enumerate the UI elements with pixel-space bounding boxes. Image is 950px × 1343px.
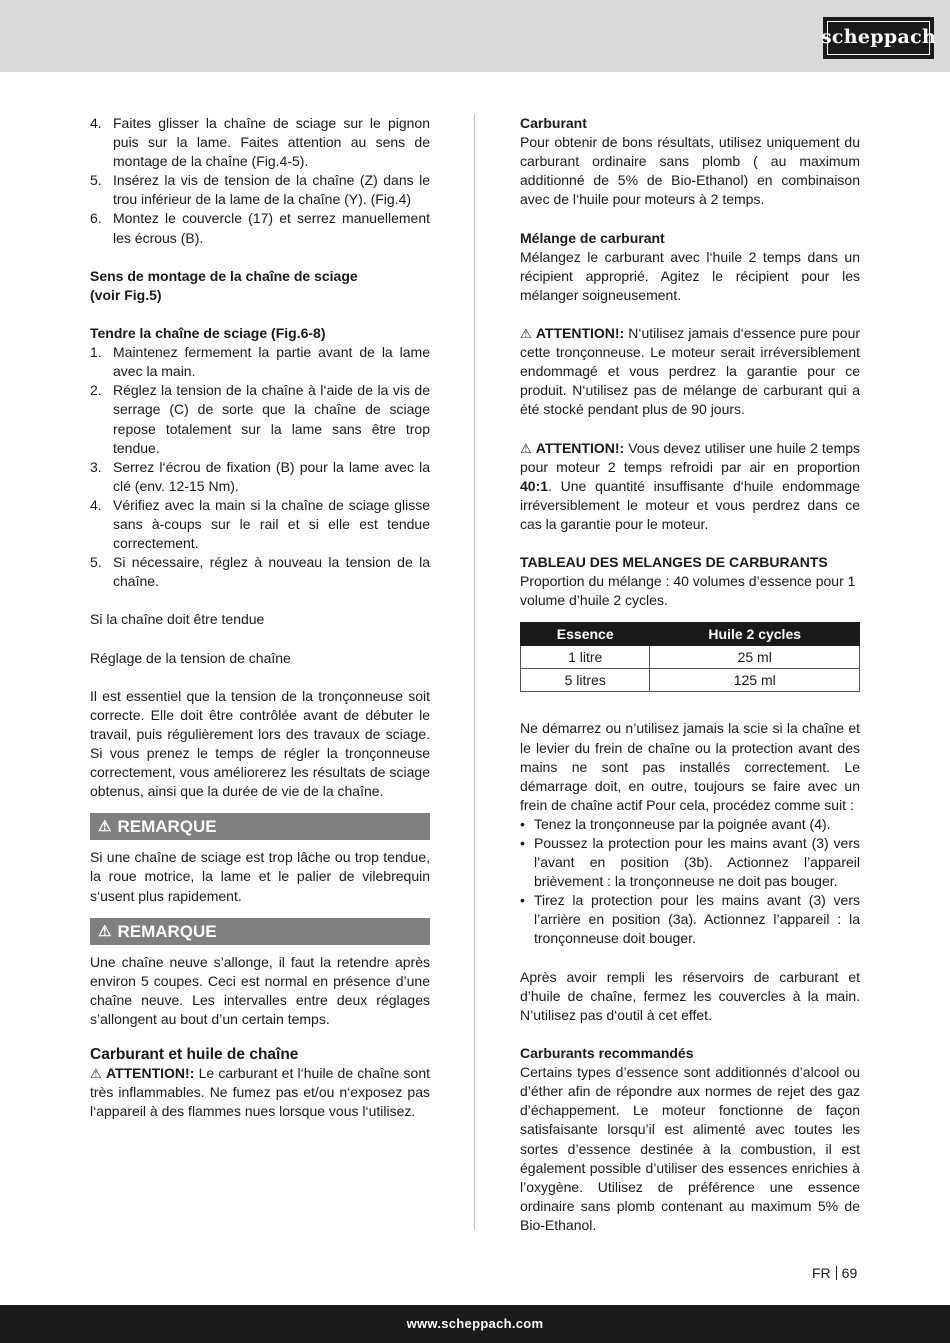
list-item (90, 496, 430, 553)
table-cell: 125 ml (650, 669, 860, 692)
warning-icon: ⚠ (90, 1066, 102, 1082)
warning-icon: ⚠ (98, 818, 112, 836)
page-number-value: 69 (841, 1265, 858, 1281)
list-item (90, 114, 430, 171)
bullet-icon: • (520, 835, 525, 851)
warning-icon: ⚠ (98, 922, 112, 940)
step-number: 5. (90, 554, 102, 571)
step-text: Insérez la vis de tension de la chaîne (Z) dans le trou inférieur de la lame de la chaîne (Y). (Fig.4) (113, 172, 430, 208)
remark-label: REMARQUE (117, 921, 217, 941)
right-column (520, 114, 860, 1235)
attention-label: ATTENTION!: (535, 439, 625, 456)
bullet-icon: • (520, 892, 525, 909)
mix-ratio: 40:1 (520, 477, 549, 494)
list-item: • Poussez la protection pour les mains avant (3) vers l’avant en position (3b). Actionnez l’appareil brièvement : la tronçonneuse ne doit pas bouger. (520, 835, 860, 890)
table-cell: 25 ml (650, 646, 860, 669)
attention-label: ATTENTION!: (535, 325, 625, 342)
brand-logo: scheppach (823, 17, 934, 59)
step-text: Vérifiez avec la main si la chaîne de sciage glisse sans à-coups sur le rail et si elle est tendue correctement. (113, 496, 430, 552)
table-row (521, 669, 860, 692)
step-text: Si nécessaire, réglez à nouveau la tension de la chaîne. (113, 554, 430, 590)
list-item (90, 343, 430, 381)
page-number (812, 1264, 857, 1283)
list-item (90, 209, 430, 247)
list-item: • Tenez la tronçonneuse par la poignée avant (4). (520, 815, 860, 834)
step-text: Réglez la tension de la chaîne à l‘aide de la vis de serrage (C) de sorte que la chaîne de sciage repose totalement sur la lame sans être trop tendue. (113, 382, 430, 456)
section-heading-sens: Sens de montage de la chaîne de sciage (voir Fig.5) (90, 267, 358, 303)
remark-text: Si une chaîne de sciage est trop lâche ou trop tendue, la roue motrice, la lame et le palier de vilebrequin s‘usent plus rapidement. (90, 849, 430, 904)
footer-bar (0, 1305, 950, 1343)
paragraph-essentiel: Il est essentiel que la tension de la tronçonneuse soit correcte. Elle doit être contrôlée avant de débuter le travail, puis régulièrement lors des travaux de sciage. Si vous prenez le temps de régler la tronçonneuse correctement, vous améliorerez les résultats de sciage obtenus, ainsi que la durée de vie de la chaîne. (90, 687, 430, 800)
warning-icon: ⚠ (520, 440, 532, 456)
step-text: Serrez l‘écrou de fixation (B) pour la lame avec la clé (env. 12-15 Nm). (113, 458, 430, 494)
fuel-mix-table (520, 622, 860, 692)
step-number: 2. (90, 382, 102, 399)
list-item (90, 381, 430, 457)
tension-steps-list (90, 343, 430, 591)
step-text: Maintenez fermement la partie avant de la lame avec la main. (113, 344, 430, 380)
paragraph-tendue: Si la chaîne doit être tendue (90, 611, 265, 628)
table-header-cell: Essence (521, 623, 650, 646)
step-number: 3. (90, 458, 102, 475)
list-item (90, 553, 430, 591)
attention-paragraph: ⚠ ATTENTION!: Le carburant et l‘huile de chaîne sont très inflammables. Ne fumez pas et/ou n‘exposez pas l‘appareil à des flammes nues lorsque vous l‘utilisez. (90, 1065, 431, 1120)
section-heading-carburant: Carburant (520, 115, 587, 131)
step-number: 4. (90, 115, 102, 131)
paragraph-demarrez: Ne démarrez ou n’utilisez jamais la scie si la chaîne et le levier du frein de chaîne ou la protection avant des mains ne sont pas installés correctement. Le démarrage doit, en outre, toujours se faire avec un frein de chaîne actif Pour cela, procédez comme suit : (520, 720, 860, 813)
step-number: 1. (90, 344, 102, 361)
paragraph-melange: Mélangez le carburant avec l‘huile 2 temps dans un récipient approprié. Agitez le récipient pour les mélanger soigneusement. (520, 248, 860, 303)
assembly-steps-list (90, 114, 430, 248)
step-text: Faites glisser la chaîne de sciage sur le pignon puis sur la lame. Faites attention au sens de montage de la chaîne (Fig.4-5). (113, 115, 430, 170)
remark-text: Une chaîne neuve s’allonge, il faut la retendre après environ 5 coupes. Ceci est normal en présence d’une chaîne neuve. Les intervalles entre deux réglages s’allongent au bout d’un certain temps. (90, 953, 430, 1027)
step-number: 5. (90, 172, 102, 189)
table-cell: 5 litres (521, 669, 650, 692)
table-row (521, 646, 860, 669)
warning-icon: ⚠ (520, 326, 532, 342)
remark-banner (90, 813, 430, 840)
paragraph-apres: Après avoir rempli les réservoirs de carburant et d’huile de chaîne, fermez les couvercles à la main. N’utilisez pas d‘outil à cet effet. (520, 968, 860, 1023)
header-bar (0, 0, 950, 72)
section-heading-tendre: Tendre la chaîne de sciage (Fig.6-8) (90, 325, 326, 342)
footer-url: www.scheppach.com (406, 1316, 544, 1332)
paragraph-tableau: Proportion du mélange : 40 volumes d’essence pour 1 volume d’huile 2 cycles. (520, 573, 856, 609)
table-header-row (521, 623, 860, 646)
section-subtitle-carburant: Carburant et huile de chaîne (90, 1046, 299, 1064)
remark-label: REMARQUE (117, 817, 217, 837)
list-item: • Tirez la protection pour les mains avant (3) vers l’arrière en position (3a). Actionnez l’appareil : la tronçonneuse doit bouger. (520, 892, 860, 947)
step-number: 4. (90, 496, 102, 513)
procedure-bullet-list (520, 815, 860, 949)
list-item (90, 171, 430, 209)
attention-label: ATTENTION!: (105, 1065, 195, 1082)
attention-paragraph: ⚠ ATTENTION!: Vous devez utiliser une huile 2 temps pour moteur 2 temps refroidi par air en proportion 40:1. Une quantité insuffisante d‘huile endommage irréversiblement le moteur et vous perdrez dans ce cas la garantie pour le moteur. (520, 439, 861, 532)
step-text: Montez le couvercle (17) et serrez manuellement les écrous (B). (113, 210, 430, 246)
bullet-icon: • (520, 815, 525, 832)
column-divider (474, 114, 475, 1230)
paragraph-carburant: Pour obtenir de bons résultats, utilisez uniquement du carburant ordinaire sans plomb ( au maximum additionné de 5% de Bio-Ethanol) en combinaison avec de l‘huile pour moteurs à 2 temps. (520, 134, 860, 208)
attention-paragraph: ⚠ ATTENTION!: N‘utilisez jamais d‘essence pure pour cette tronçonneuse. Le moteur serait irréversiblement endommagé et vous perdrez la garantie pour ce produit. N‘utilisez pas de mélange de carburant qui a été stocké pendant plus de 90 jours. (520, 325, 861, 418)
section-heading-tableau: TABLEAU DES MELANGES DE CARBURANTS (520, 554, 828, 571)
table-cell: 1 litre (521, 646, 650, 669)
left-column (90, 114, 430, 1121)
remark-banner (90, 918, 430, 945)
paragraph-recommandes: Certains types d’essence sont additionnés d’alcool ou d’éther afin de répondre aux normes de rejet des gaz d’échappement. Le moteur fonctionne de façon satisfaisante lorsqu’il est alimenté avec toutes les sortes d’essence destinée à la combustion, il est également possible d’utiliser des essences enrichies à l’oxygène. Utilisez de préférence une essence ordinaire sans plomb contenant au maximum 5% de Bio-Ethanol. (520, 1064, 860, 1233)
step-number: 6. (90, 210, 102, 227)
paragraph-reglage: Réglage de la tension de chaîne (90, 649, 291, 666)
section-heading-recommandes: Carburants recommandés (520, 1045, 694, 1062)
list-item (90, 458, 430, 496)
section-heading-melange: Mélange de carburant (520, 229, 665, 246)
table-header-cell: Huile 2 cycles (650, 623, 860, 646)
page-language: FR (812, 1265, 831, 1281)
